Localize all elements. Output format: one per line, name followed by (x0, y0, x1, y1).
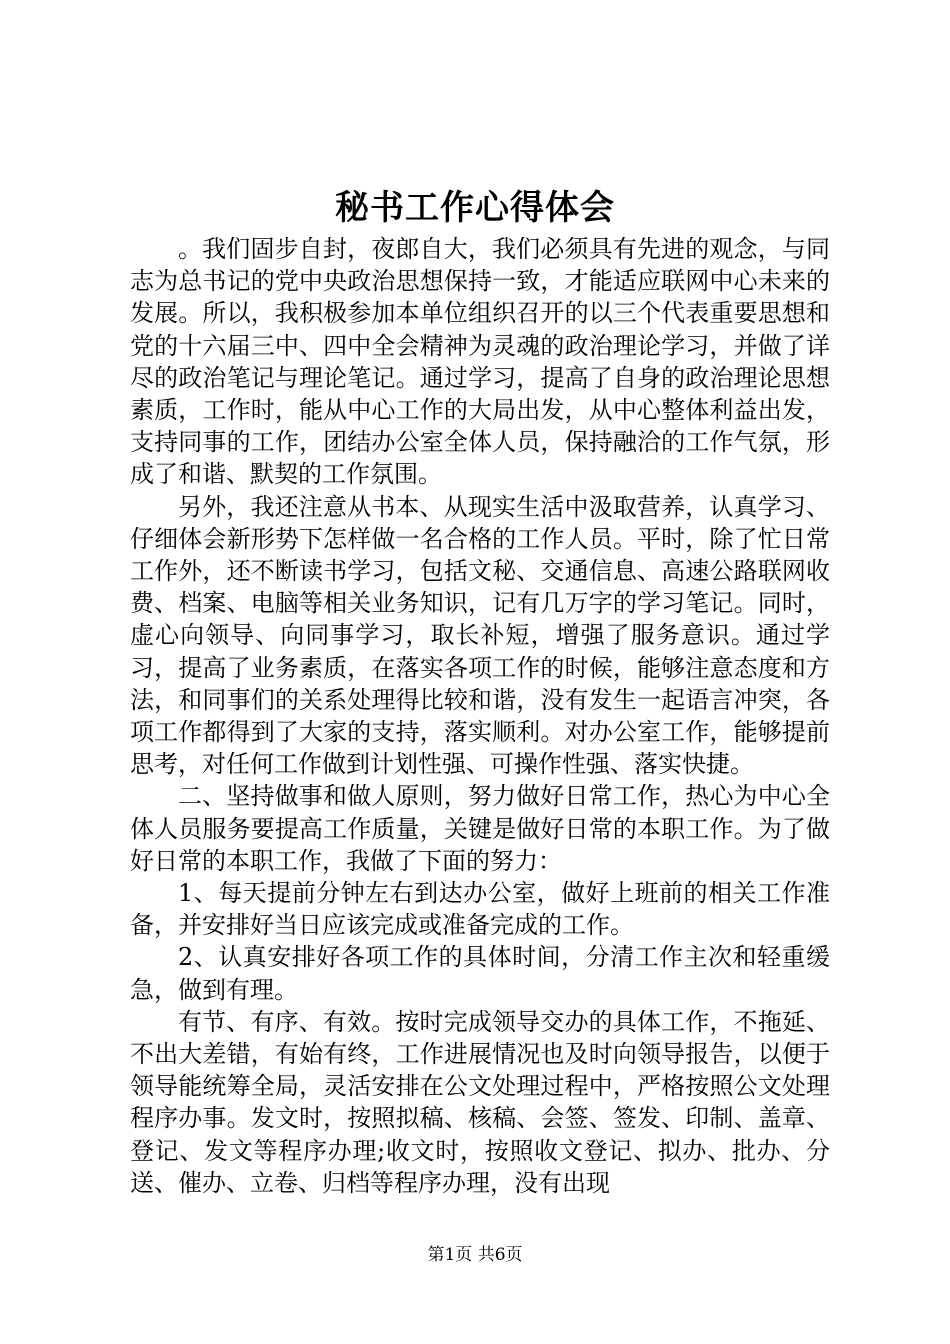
page-footer: 第1页 共6页 (427, 1245, 523, 1265)
document-title: 秘书工作心得体会 (335, 188, 615, 228)
document-body (130, 233, 830, 1199)
paragraph: 另外，我还注意从书本、从现实生活中汲取营养，认真学习、仔细体会新形势下怎样做一名合格的工作人员。平时，除了忙日常工作外，还不断读书学习，包括文秘、交通信息、高速公路联网收费、档案、电脑等相关业务知识，记有几万字的学习笔记。同时，虚心向领导、向同事学习，取长补短，增强了服务意识。通过学习，提高了业务素质，在落实各项工作的时候，能够注意态度和方法，和同事们的关系处理得比较和谐，没有发生一起语言冲突，各项工作都得到了大家的支持，落实顺利。对办公室工作，能够提前思考，对任何工作做到计划性强、可操作性强、落实快捷。 (130, 492, 830, 779)
paragraph: 二、坚持做事和做人原则，努力做好日常工作，热心为中心全体人员服务要提高工作质量，关键是做好日常的本职工作。为了做好日常的本职工作，我做了下面的努力： (130, 782, 830, 875)
paragraph: 1、每天提前分钟左右到达办公室，做好上班前的相关工作准备，并安排好当日应该完成或准备完成的工作。 (130, 879, 830, 940)
paragraph: 有节、有序、有效。按时完成领导交办的具体工作，不拖延、不出大差错，有始有终，工作进展情况也及时向领导报告，以便于领导能统筹全局，灵活安排在公文处理过程中，严格按照公文处理程序办事。发文时，按照拟稿、核稿、会签、签发、印制、盖章、登记、发文等程序办理;收文时，按照收文登记、拟办、批办、分送、催办、立卷、归档等程序办理，没有出现 (130, 1007, 830, 1197)
paragraph: 。我们固步自封，夜郎自大，我们必须具有先进的观念，与同志为总书记的党中央政治思想保持一致，才能适应联网中心未来的发展。所以，我积极参加本单位组织召开的以三个代表重要思想和党的十六届三中、四中全会精神为灵魂的政治理论学习，并做了详尽的政治笔记与理论笔记。通过学习，提高了自身的政治理论思想素质，工作时，能从中心工作的大局出发，从中心整体利益出发，支持同事的工作，团结办公室全体人员，保持融洽的工作气氛，形成了和谐、默契的工作氛围。 (130, 235, 830, 489)
paragraph: 2、认真安排好各项工作的具体时间，分清工作主次和轻重缓急，做到有理。 (130, 943, 830, 1004)
